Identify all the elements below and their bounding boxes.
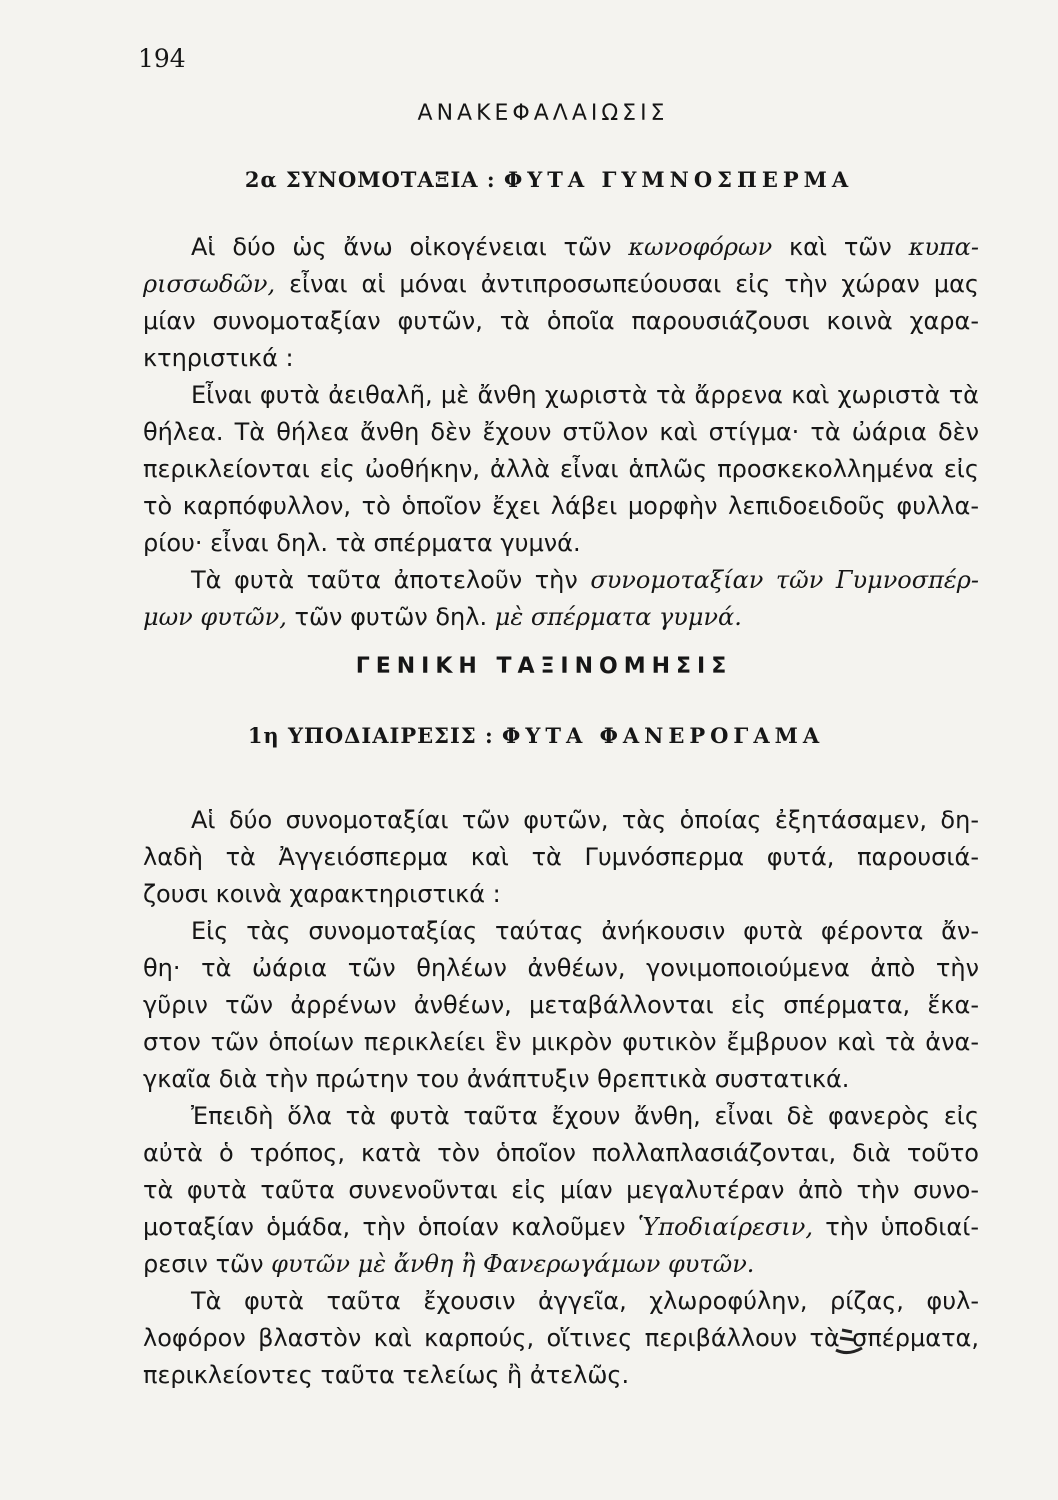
text-line: Εἰς τὰς συνομοταξίας ταύτας ἀνήκουσιν φυτὰ φέροντα ἄν- xyxy=(191,917,979,945)
section-heading-prefix: 2α ΣΥΝΟΜΟΤΑΞΙΑ : xyxy=(244,167,496,192)
paragraph-block-gymnosperms xyxy=(143,229,979,636)
text-line: τὸ καρπόφυλλον, τὸ ὁποῖον ἔχει λάβει μορφὴν λεπιδοειδοῦς φυλλα- xyxy=(143,492,979,520)
summary-heading: ΑΝΑΚΕΦΑΛΑΙΩΣΙΣ xyxy=(417,101,669,126)
section-heading-prefix: 1η ΥΠΟΔΙΑΙΡΕΣΙΣ : xyxy=(247,723,494,748)
text-line: λαδὴ τὰ Ἀγγειόσπερμα καὶ τὰ Γυμνόσπερμα φυτά, παρουσιά- xyxy=(143,843,979,871)
text-line: θήλεα. Τὰ θήλεα ἄνθη δὲν ἔχουν στῦλον καὶ στίγμα· τὰ ὠάρια δὲν xyxy=(143,418,979,446)
text-line: Εἶναι φυτὰ ἀειθαλῆ, μὲ ἄνθη χωριστὰ τὰ ἄρρενα καὶ χωριστὰ τὰ xyxy=(191,381,979,409)
text-line: αὐτὰ ὁ τρόπος, κατὰ τὸν ὁποῖον πολλαπλασιάζονται, διὰ τοῦτο xyxy=(143,1139,979,1167)
text-line: κτηριστικά : xyxy=(143,344,294,372)
signature-mark-icon xyxy=(828,1326,868,1358)
page-number: 194 xyxy=(138,44,186,73)
text-line: στον τῶν ὁποίων περικλείει ἓν μικρὸν φυτικὸν ἔμβρυον καὶ τὰ ἀνα- xyxy=(143,1028,979,1056)
text-line: γκαῖα διὰ τὴν πρώτην του ἀνάπτυξιν θρεπτικὰ συστατικά. xyxy=(143,1065,850,1093)
text-line: Αἱ δύο συνομοταξίαι τῶν φυτῶν, τὰς ὁποίας ἐξητάσαμεν, δη- xyxy=(191,806,979,834)
section-heading-phanerogams xyxy=(0,723,1058,748)
text-line: μοταξίαν ὁμάδα, τὴν ὁποίαν καλοῦμεν Ὑποδιαίρεσιν, τὴν ὑποδιαί- xyxy=(143,1213,980,1241)
text-line: ρισσωδῶν, εἶναι αἱ μόναι ἀντιπροσωπεύουσαι εἰς τὴν χώραν μας xyxy=(143,270,979,298)
text-line: ρεσιν τῶν φυτῶν μὲ ἄνθη ἢ Φανερωγάμων φυτῶν. xyxy=(143,1250,755,1278)
text-line: θη· τὰ ὠάρια τῶν θηλέων ἀνθέων, γονιμοποιούμενα ἀπὸ τὴν xyxy=(143,954,979,982)
general-classification-heading: ΓΕΝΙΚΗ ΤΑΞΙΝΟΜΗΣΙΣ xyxy=(355,654,733,679)
text-line: γῦριν τῶν ἀρρένων ἀνθέων, μεταβάλλονται εἰς σπέρματα, ἕκα- xyxy=(143,991,979,1019)
text-line: ζουσι κοινὰ χαρακτηριστικά : xyxy=(143,880,501,908)
text-line: Τὰ φυτὰ ταῦτα ἔχουσιν ἀγγεῖα, χλωροφύλην, ρίζας, φυλ- xyxy=(191,1287,979,1315)
text-line: μων φυτῶν, τῶν φυτῶν δηλ. μὲ σπέρματα γυμνά. xyxy=(143,603,742,631)
section-heading-title: ΦΥΤΑ ΦΑΝΕΡΟΓΑΜΑ xyxy=(502,723,825,748)
section-heading-title: ΦΥΤΑ ΓΥΜΝΟΣΠΕΡΜΑ xyxy=(503,167,854,192)
text-line: Αἱ δύο ὡς ἄνω οἰκογένειαι τῶν κωνοφόρων καὶ τῶν κυπα- xyxy=(191,233,979,261)
section-heading-gymnosperms xyxy=(0,167,1058,192)
text-line: λοφόρον βλαστὸν καὶ καρπούς, οἵτινες περιβάλλουν τὰ σπέρματα, xyxy=(143,1324,979,1352)
text-line: περικλείοντες ταῦτα τελείως ἢ ἀτελῶς. xyxy=(143,1361,630,1389)
text-line: ρίου· εἶναι δηλ. τὰ σπέρματα γυμνά. xyxy=(143,529,581,557)
text-line: μίαν συνομοταξίαν φυτῶν, τὰ ὁποῖα παρουσιάζουσι κοινὰ χαρα- xyxy=(143,307,979,335)
text-line: περικλείονται εἰς ὠοθήκην, ἀλλὰ εἶναι ἁπλῶς προσκεκολλημένα εἰς xyxy=(143,455,979,483)
text-line: τὰ φυτὰ ταῦτα συνενοῦνται εἰς μίαν μεγαλυτέραν ἀπὸ τὴν συνο- xyxy=(143,1176,979,1204)
paragraph-block-phanerogams xyxy=(143,802,979,1394)
text-line: Ἐπειδὴ ὅλα τὰ φυτὰ ταῦτα ἔχουν ἄνθη, εἶναι δὲ φανερὸς εἰς xyxy=(191,1102,979,1130)
text-line: Τὰ φυτὰ ταῦτα ἀποτελοῦν τὴν συνομοταξίαν τῶν Γυμνοσπέρ- xyxy=(191,566,979,594)
